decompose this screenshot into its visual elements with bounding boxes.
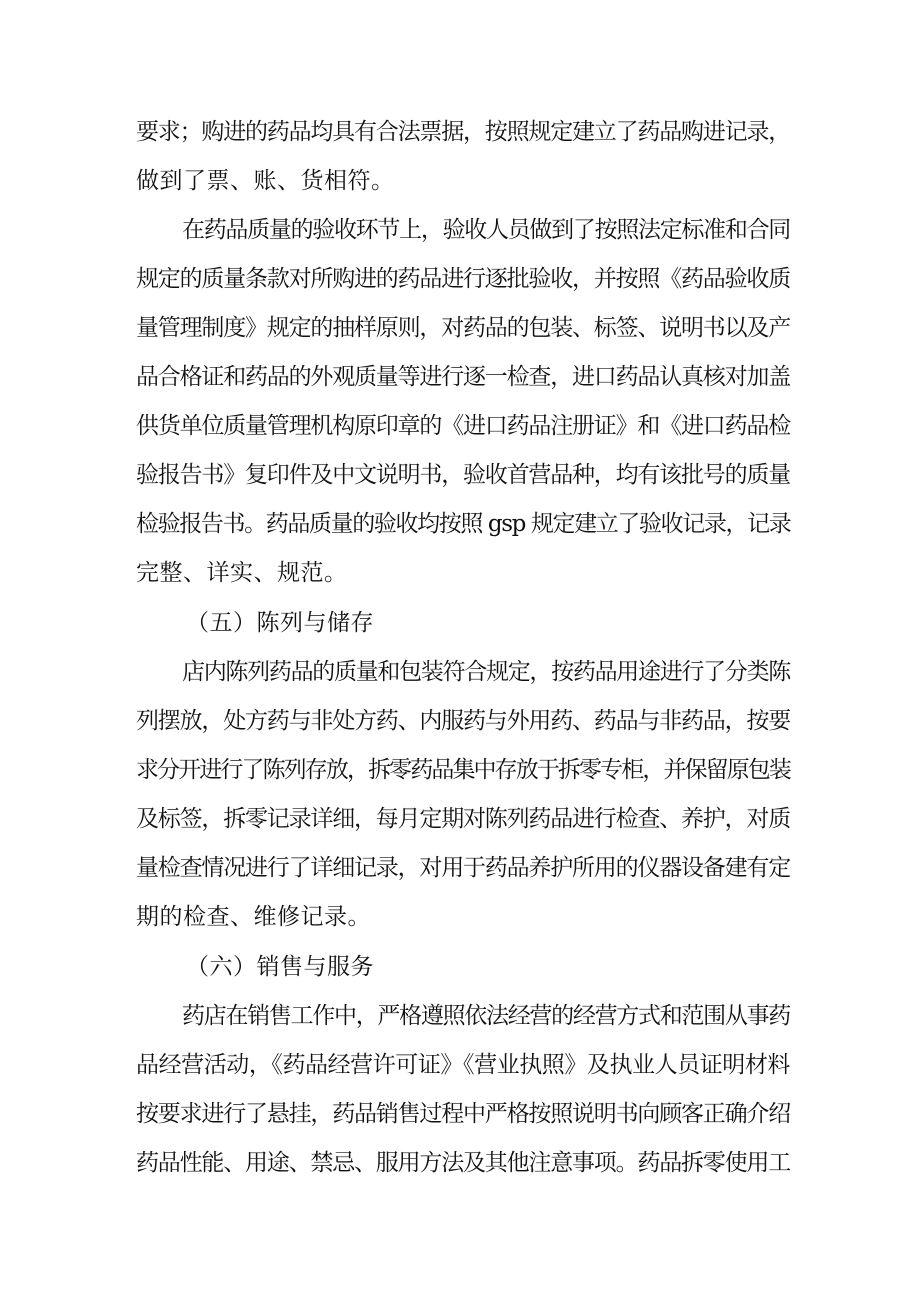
text-line: 列摆放，处方药与非处方药、内服药与外用药、药品与非药品，按要 <box>136 708 791 734</box>
text-line: 求分开进行了陈列存放，拆零药品集中存放于拆零专柜，并保留原包装 <box>136 757 791 783</box>
text-line: 药品性能、用途、禁忌、服用方法及其他注意事项。药品拆零使用工 <box>136 1150 791 1176</box>
text-line: 量检查情况进行了详细记录，对用于药品养护所用的仪器设备建有定 <box>136 855 791 881</box>
text-line: 要求；购进的药品均具有合法票据，按照规定建立了药品购进记录， <box>136 119 791 145</box>
text-line: 及标签，拆零记录详细，每月定期对陈列药品进行检查、养护，对质 <box>136 806 791 832</box>
text-line: 量管理制度》规定的抽样原则，对药品的包装、标签、说明书以及产 <box>136 315 791 341</box>
section-heading: （五）陈列与储存 <box>186 610 374 636</box>
text-line: 完整、详实、规范。 <box>136 560 348 586</box>
text-line: 店内陈列药品的质量和包装符合规定，按药品用途进行了分类陈 <box>182 659 791 685</box>
text-line: 供货单位质量管理机构原印章的《进口药品注册证》和《进口药品检 <box>136 413 791 439</box>
text-line: 在药品质量的验收环节上，验收人员做到了按照法定标准和合同 <box>182 217 791 243</box>
text-line: 规定的质量条款对所购进的药品进行逐批验收，并按照《药品验收质 <box>136 266 791 292</box>
text-line: 验报告书》复印件及中文说明书，验收首营品种，均有该批号的质量 <box>136 462 791 488</box>
section-heading: （六）销售与服务 <box>186 954 374 980</box>
text-line: 期的检查、维修记录。 <box>136 904 371 930</box>
text-line: 做到了票、账、货相符。 <box>136 168 395 194</box>
text-line: 品合格证和药品的外观质量等进行逐一检查，进口药品认真核对加盖 <box>136 364 791 390</box>
text-line: 按要求进行了悬挂，药品销售过程中严格按照说明书向顾客正确介绍 <box>136 1101 791 1127</box>
text-line: 药店在销售工作中，严格遵照依法经营的经营方式和范围从事药 <box>182 1003 791 1029</box>
text-line: 品经营活动，《药品经营许可证》《营业执照》及执业人员证明材料 <box>136 1052 791 1078</box>
text-line: 检验报告书。药品质量的验收均按照 gsp 规定建立了验收记录，记录 <box>136 511 791 537</box>
